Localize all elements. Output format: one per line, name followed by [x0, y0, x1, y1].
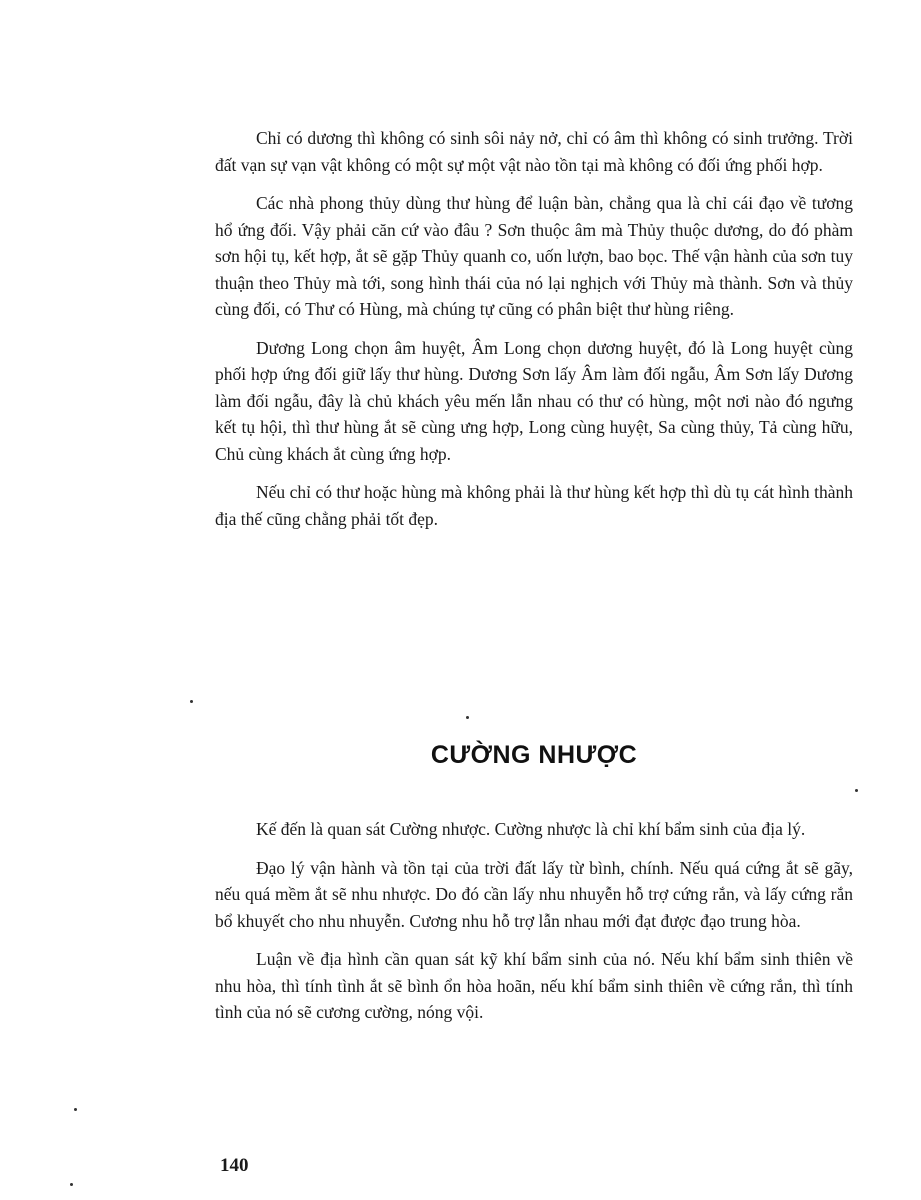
scan-speck — [74, 1108, 77, 1111]
paragraph: Kế đến là quan sát Cường nhược. Cường nhược là chỉ khí bẩm sinh của địa lý. — [256, 819, 806, 839]
scan-speck — [855, 789, 858, 792]
scan-speck — [190, 700, 193, 703]
paragraph: Nếu chỉ có thư hoặc hùng mà không phải là thư hùng kết hợp thì dù tụ cát hình thành địa thế cũng chẳng phải tốt đẹp. — [215, 482, 853, 529]
section-heading: CƯỜNG NHƯỢC — [430, 741, 638, 769]
paragraph: Các nhà phong thủy dùng thư hùng để luận bàn, chẳng qua là chỉ cái đạo về tương hổ ứng đối. Vậy phải căn cứ vào đâu ? Sơn thuộc âm mà Thủy thuộc dương, do đó phàm sơn hội tụ, kết hợp, ắt sẽ gặp Thủy quanh co, uốn lượn, bao bọc. Thế vận hành của sơn tuy thuận theo Thủy mà tới, song hình thái của nó lại nghịch với Thủy mà thành. Sơn và thủy cùng đối, có Thư có Hùng, mà chúng tự cũng có phân biệt thư hùng riêng. — [215, 193, 853, 319]
paragraph: Dương Long chọn âm huyệt, Âm Long chọn dương huyệt, đó là Long huyệt cùng phối hợp ứng đối giữ lấy thư hùng. Dương Sơn lấy Âm làm đối ngẫu, Âm Sơn lấy Dương làm đối ngẫu, đây là chủ khách yêu mến lẫn nhau có thư có hùng, một nơi nào đó ngưng kết tụ hội, thì thư hùng ắt sẽ cùng ưng hợp, Long cùng huyệt, Sa cùng thủy, Tả cùng hữu, Chủ cùng khách ắt cùng ứng hợp. — [215, 337, 853, 464]
paragraph: Luận về địa hình cần quan sát kỹ khí bẩm sinh của nó. Nếu khí bẩm sinh thiên về nhu hòa, thì tính tình ắt sẽ bình ổn hòa hoãn, nếu khí bẩm sinh thiên về cứng rắn, thì tính tình của nó sẽ cương cường, nóng vội. — [215, 949, 853, 1022]
text-block-bottom — [215, 816, 853, 1038]
paragraph: Đạo lý vận hành và tồn tại của trời đất lấy từ bình, chính. Nếu quá cứng ắt sẽ gãy, nếu quá mềm ắt sẽ nhu nhược. Do đó cần lấy nhu nhuyễn hỗ trợ cứng rắn, và lấy cứng rắn bổ khuyết cho nhu nhuyễn. Cương nhu hỗ trợ lẫn nhau mới đạt được đạo trung hòa. — [215, 857, 853, 931]
paragraph: Chỉ có dương thì không có sinh sôi nảy nở, chỉ có âm thì không có sinh trưởng. Trời đất vạn sự vạn vật không có một sự một vật nào tồn tại mà không có đối ứng phối hợp. — [215, 128, 853, 175]
scan-speck — [466, 716, 469, 719]
scan-speck — [70, 1183, 73, 1186]
text-block-top — [215, 125, 853, 544]
page-number: 140 — [220, 1155, 249, 1176]
